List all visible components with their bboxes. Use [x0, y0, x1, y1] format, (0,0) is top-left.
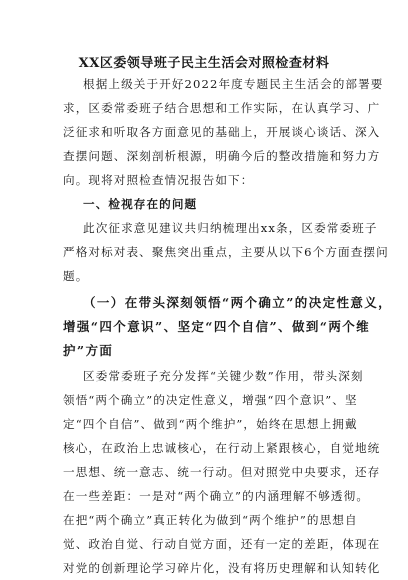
- subsection-body-line: 觉、政治自觉、行动自觉方面，还有一定的差距，体现在: [63, 537, 381, 551]
- section-heading: 一、检视存在的问题: [83, 197, 198, 211]
- subsection-heading: （一）在带头深刻领悟“两个确立”的决定性意义，: [83, 295, 393, 310]
- section-body-line: 此次征求意见建议共归纳梳理出xx条，区委常委班子: [83, 221, 378, 235]
- intro-line: 泛征求和听取各方面意见的基础上，开展谈心谈话、深入: [63, 125, 381, 139]
- subsection-body-line: 定“四个自信”、做到“两个维护”，始终在思想上拥戴: [63, 417, 358, 431]
- intro-line: 向。现将对照检查情况报告如下：: [63, 173, 254, 187]
- subsection-heading: 护”方面: [63, 343, 114, 358]
- intro-line: 求，区委常委班子结合思想和工作实际，在认真学习、广: [63, 101, 381, 115]
- section-body-line: 题。: [63, 269, 89, 283]
- document-title: XX区委领导班子民主生活会对照检查材料: [78, 56, 330, 71]
- intro-line: 根据上级关于开好2022年度专题民主生活会的部署要: [83, 77, 384, 91]
- section-body-line: 严格对标对表、聚焦突出重点，主要从以下6个方面查摆问: [63, 245, 389, 259]
- subsection-body-line: 对党的创新理论学习碎片化，没有将历史理解和认知转化: [63, 561, 381, 575]
- intro-line: 查摆问题、深刻剖析根源，明确今后的整改措施和努力方: [63, 149, 381, 163]
- subsection-body-line: 领悟“两个确立”的决定性意义，增强“四个意识”、坚: [63, 393, 358, 407]
- subsection-body-line: 核心，在政治上忠诚核心，在行动上紧跟核心，自觉地统: [63, 441, 381, 455]
- subsection-body-line: 区委常委班子充分发挥“关键少数”作用，带头深刻: [83, 369, 364, 383]
- subsection-body-line: 在把“两个确立”真正转化为做到“两个维护”的思想自: [63, 513, 358, 527]
- subsection-heading: 增强“四个意识”、坚定“四个自信”、做到“两个维: [63, 319, 371, 334]
- subsection-body-line: 在一些差距：一是对“两个确立”的内涵理解不够透彻。: [63, 489, 370, 503]
- subsection-body-line: 一思想、统一意志、统一行动。但对照党中央要求，还存: [63, 465, 381, 479]
